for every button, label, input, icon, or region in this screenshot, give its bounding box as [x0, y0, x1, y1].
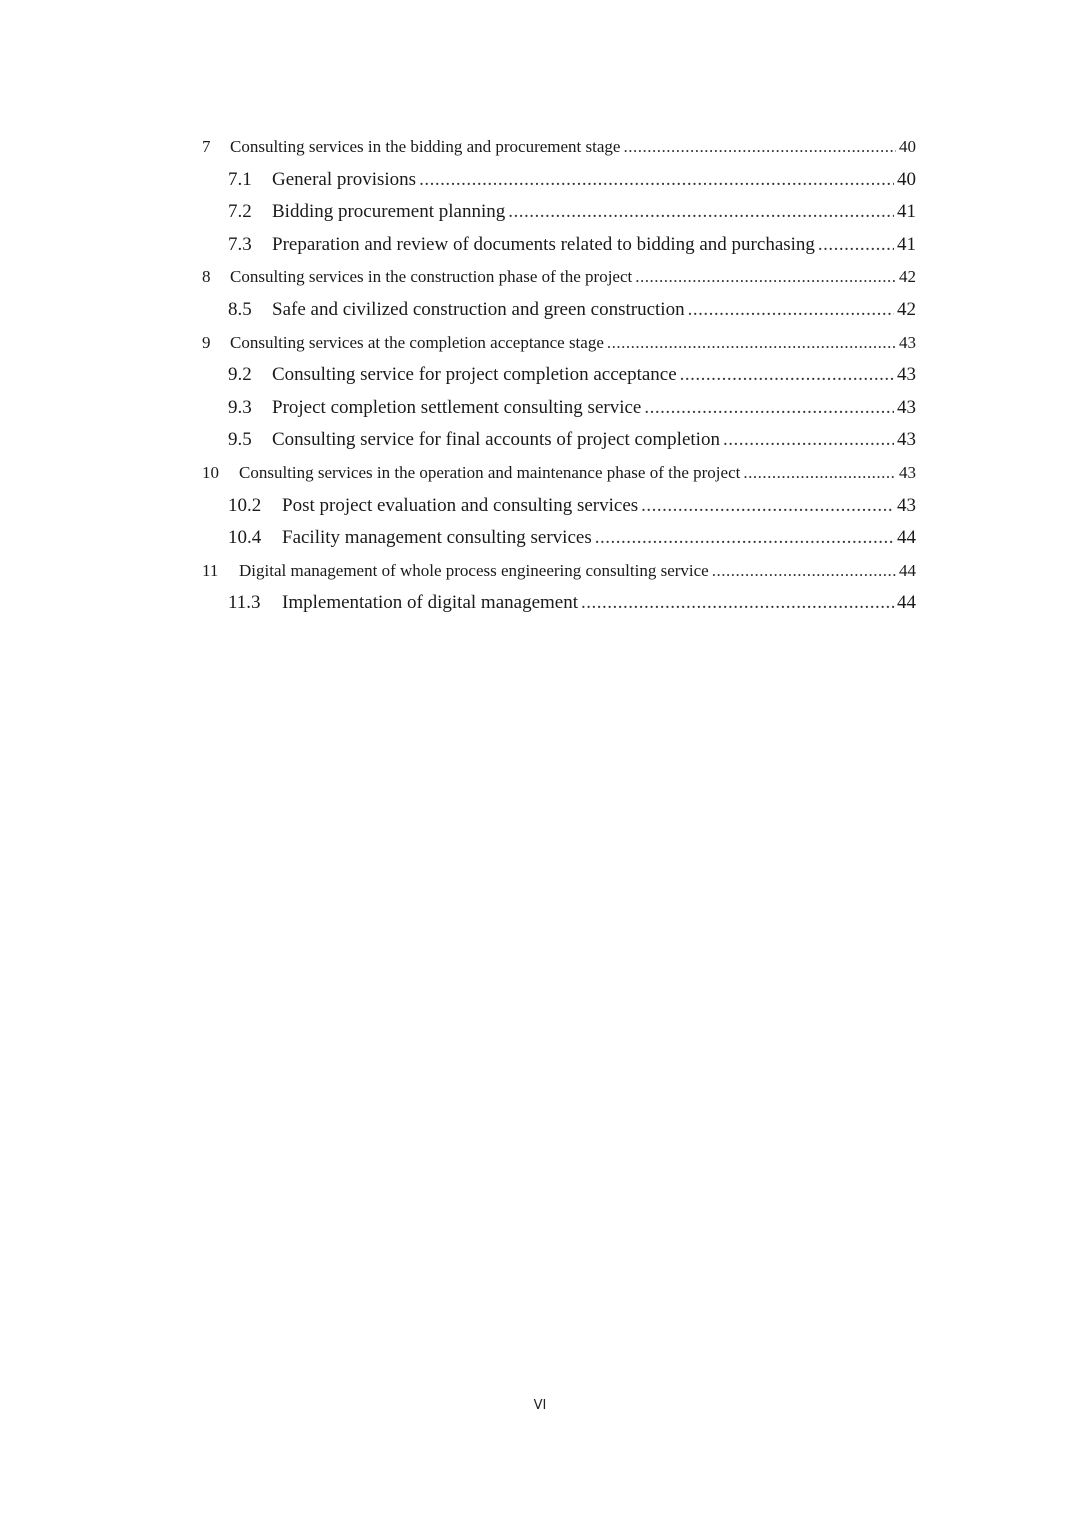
- toc-entry-9-5[interactable]: [202, 424, 916, 457]
- dot-leader: [712, 555, 896, 588]
- toc-entry-number: 11: [202, 560, 219, 580]
- toc-entry-9-2[interactable]: [202, 359, 916, 392]
- dot-leader: [508, 196, 894, 229]
- dot-leader: [595, 522, 894, 555]
- toc-entry-title: Implementation of digital management: [282, 592, 578, 614]
- toc-entry-page: 43: [899, 462, 916, 482]
- dot-leader: [743, 457, 896, 490]
- dot-leader: [581, 587, 894, 620]
- toc-entry-page: 43: [897, 494, 916, 516]
- toc-entry-number: 7.3: [228, 233, 252, 255]
- toc-entry-page: 43: [899, 332, 916, 352]
- toc-entry-page: 43: [897, 429, 916, 451]
- toc-entry-number: 10.4: [228, 527, 262, 549]
- toc-entry-7-3[interactable]: [202, 229, 916, 262]
- toc-entry-10[interactable]: [202, 457, 916, 490]
- toc-entry-title: Bidding procurement planning: [272, 201, 506, 223]
- toc-entry-number: 11.3: [228, 592, 261, 614]
- toc-entry-page: 42: [899, 267, 916, 287]
- toc-entry-title: Consulting services in the construction phase of the project: [230, 267, 633, 287]
- toc-entry-title: Safe and civilized construction and green construction: [272, 298, 685, 320]
- toc-entry-page: 44: [899, 560, 916, 580]
- toc-entry-number: 8.5: [228, 298, 252, 320]
- toc-entry-page: 43: [897, 364, 916, 386]
- toc-entry-page: 40: [899, 137, 916, 156]
- dot-leader: [688, 294, 894, 327]
- toc-entry-number: 7.1: [228, 168, 252, 190]
- toc-entry-title: Digital management of whole process engineering consulting service: [239, 560, 709, 580]
- toc-entry-page: 43: [897, 396, 916, 418]
- toc-entry-number: 9: [202, 332, 211, 352]
- toc-entry-title: Consulting service for project completion acceptance: [272, 364, 677, 386]
- toc-entry-10-2[interactable]: [202, 490, 916, 523]
- dot-leader: [419, 164, 894, 197]
- toc-entry-title: Preparation and review of documents related to bidding and purchasing: [272, 233, 815, 255]
- toc-entry-number: 7: [202, 137, 211, 156]
- dot-leader: [607, 327, 896, 360]
- toc-entry-7-2[interactable]: [202, 196, 916, 229]
- toc-entry-page: 44: [897, 527, 916, 549]
- toc-entry-page: 41: [897, 233, 916, 255]
- dot-leader: [644, 392, 894, 425]
- toc-entry-number: 10.2: [228, 494, 262, 516]
- dot-leader: [680, 359, 894, 392]
- toc-entry-title: Consulting services at the completion acceptance stage: [230, 332, 604, 352]
- dot-leader: [623, 131, 896, 164]
- dot-leader: [641, 490, 894, 523]
- toc-entry-page: 40: [897, 168, 916, 190]
- toc-entry-title: Consulting services in the bidding and procurement stage: [230, 137, 621, 156]
- toc-entry-title: Consulting services in the operation and maintenance phase of the project: [239, 462, 741, 482]
- toc-entry-number: 9.5: [228, 429, 252, 451]
- toc-entry-number: 8: [202, 267, 211, 287]
- toc-entry-11-3[interactable]: [202, 587, 916, 620]
- toc-entry-title: General provisions: [272, 168, 417, 190]
- toc-entry-page: 41: [897, 201, 916, 223]
- toc-entry-number: 10: [202, 462, 219, 482]
- toc-entry-7-1[interactable]: [202, 164, 916, 197]
- toc-entry-page: 42: [897, 298, 916, 320]
- toc-entry-number: 9.2: [228, 364, 252, 386]
- toc-entry-7[interactable]: [202, 131, 916, 164]
- toc-entry-number: 9.3: [228, 396, 252, 418]
- toc-entry-10-4[interactable]: [202, 522, 916, 555]
- toc-entry-9[interactable]: [202, 327, 916, 360]
- toc-entry-page: 44: [897, 592, 916, 614]
- toc-entry-title: Project completion settlement consulting service: [272, 396, 642, 418]
- toc-entry-title: Facility management consulting services: [282, 527, 592, 549]
- dot-leader: [818, 229, 894, 262]
- toc-entry-title: Post project evaluation and consulting services: [282, 494, 639, 516]
- toc-entry-8-5[interactable]: [202, 294, 916, 327]
- page-number: VI: [533, 1398, 547, 1413]
- toc-entry-9-3[interactable]: [202, 392, 916, 425]
- dot-leader: [723, 424, 894, 457]
- dot-leader: [635, 261, 896, 294]
- toc-entry-11[interactable]: [202, 555, 916, 588]
- toc-entry-8[interactable]: [202, 261, 916, 294]
- toc-entry-title: Consulting service for final accounts of project completion: [272, 429, 720, 451]
- table-of-contents: [202, 131, 916, 620]
- toc-entry-number: 7.2: [228, 201, 252, 223]
